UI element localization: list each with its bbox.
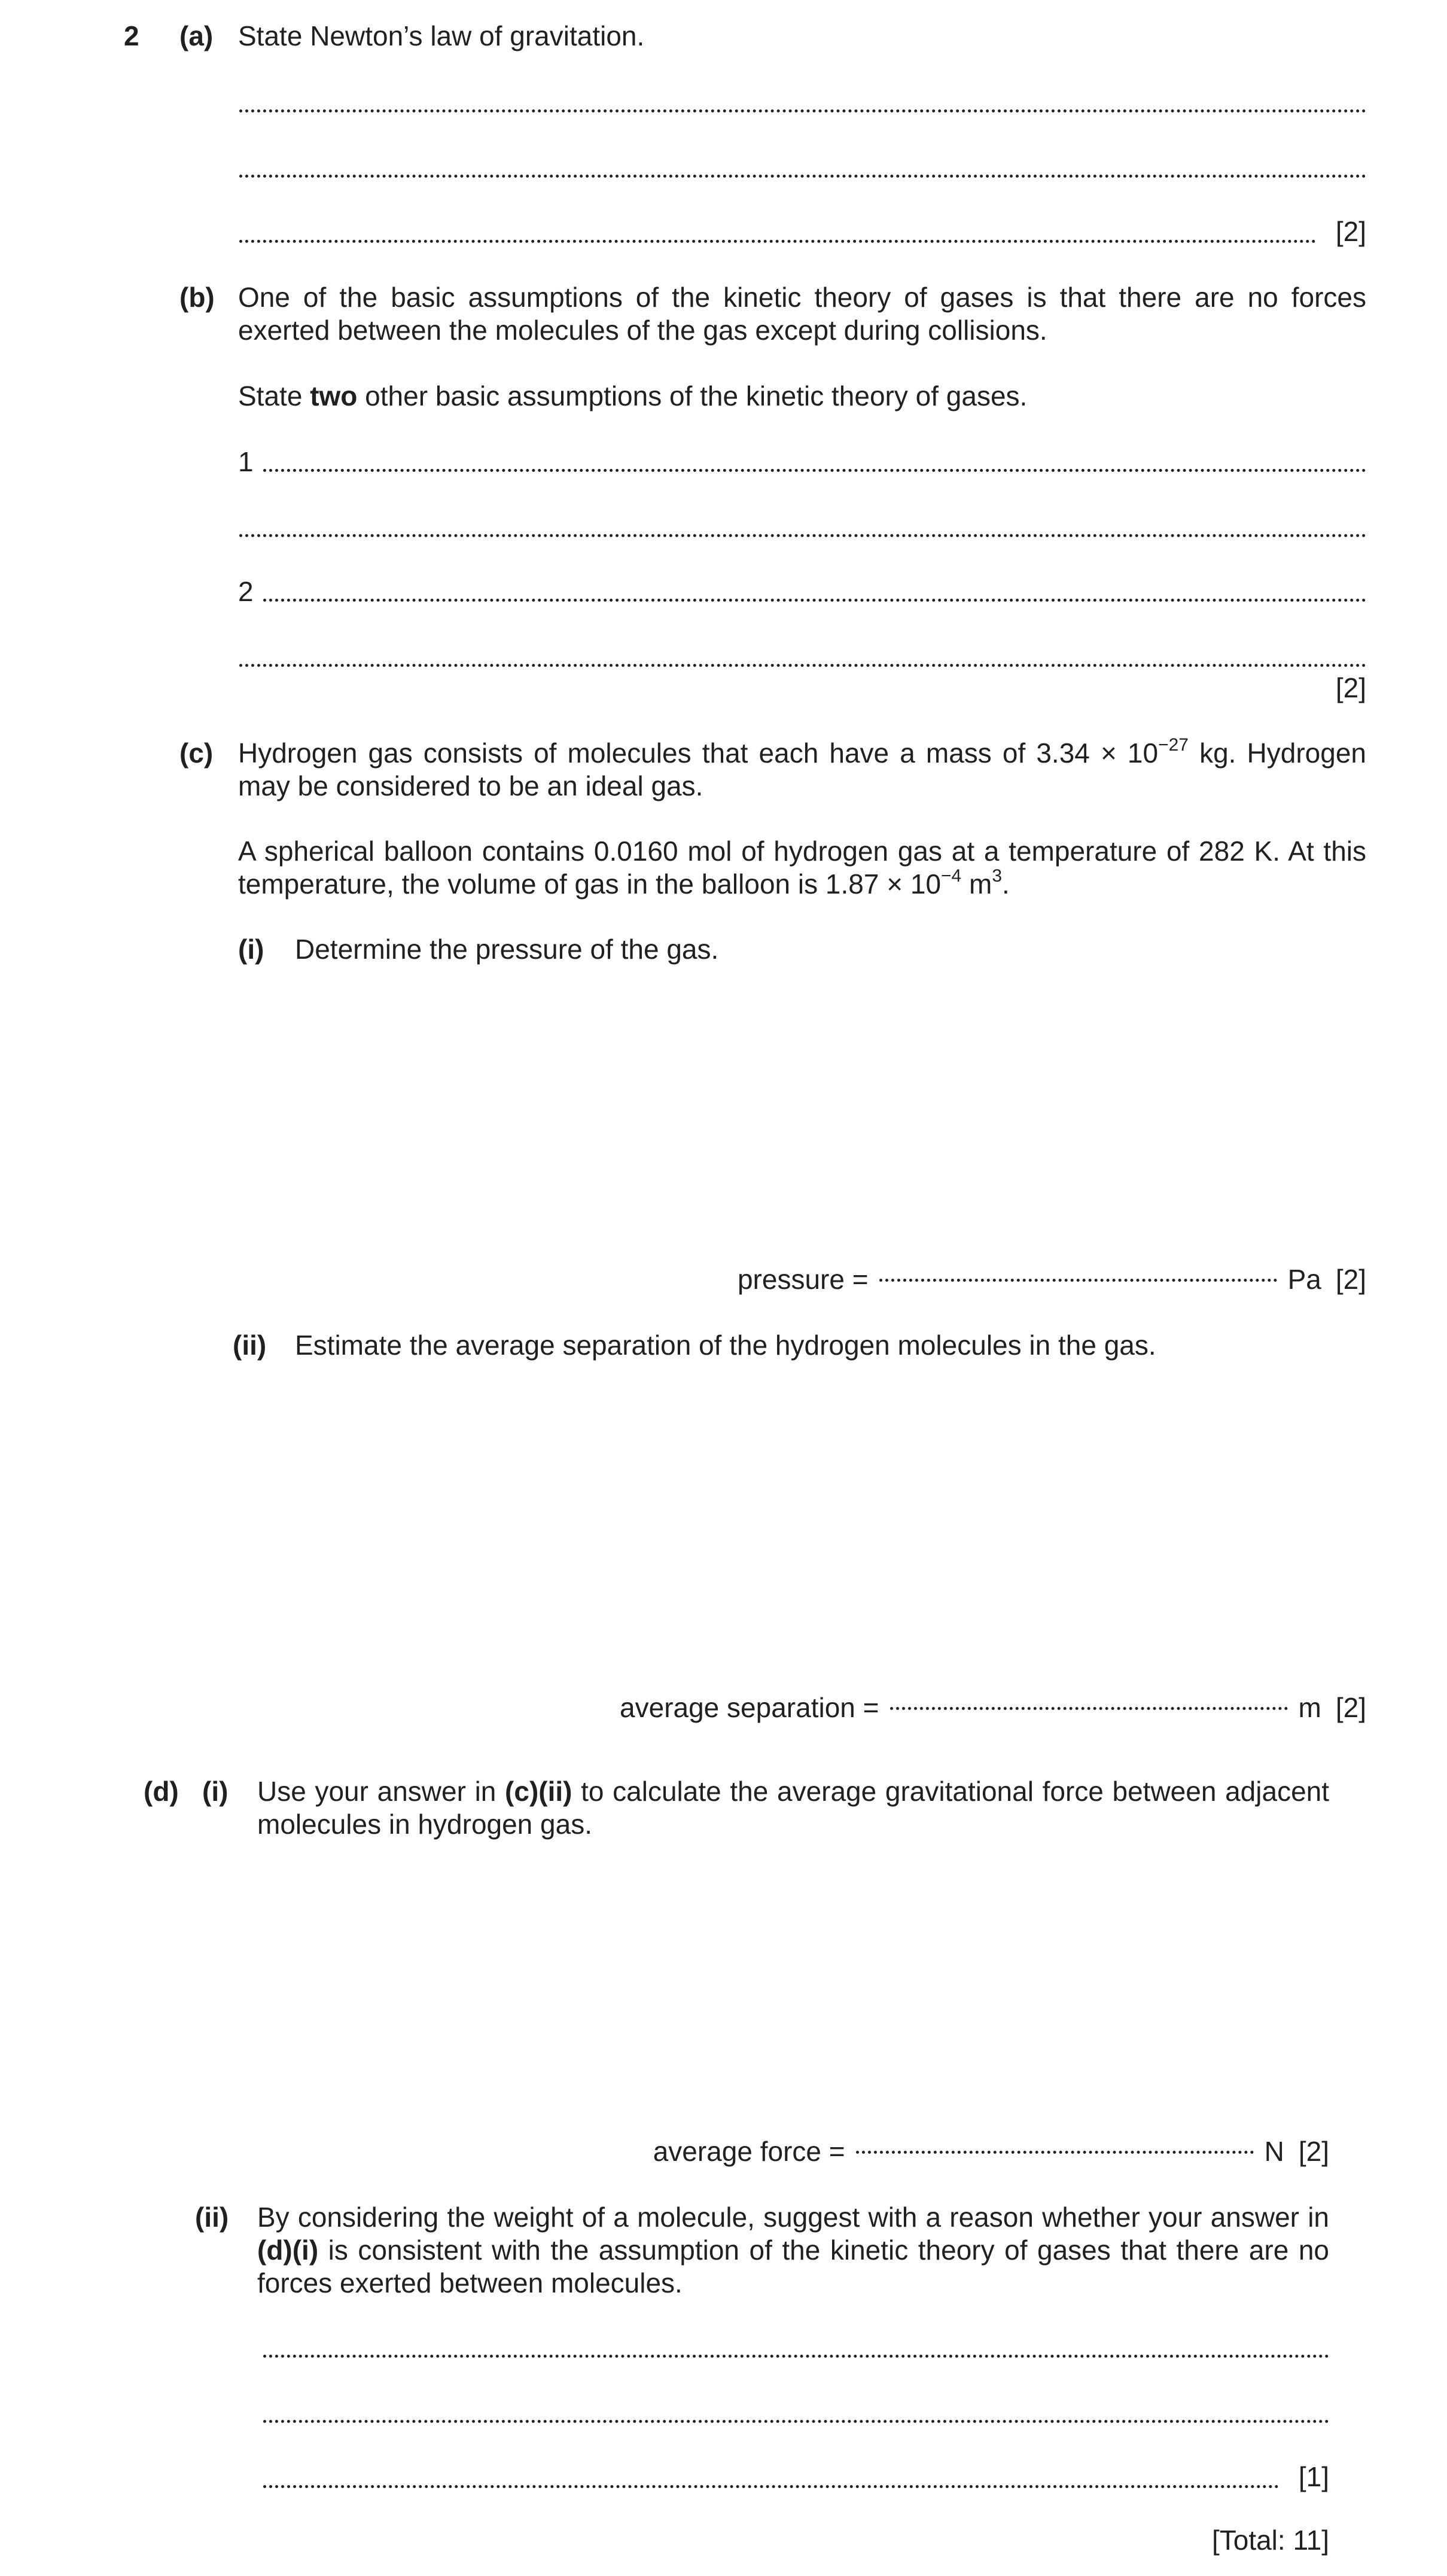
question-number: 2 xyxy=(124,20,139,51)
answer-line-a3[interactable] xyxy=(239,240,1316,243)
part-d-ii-marks: [1] xyxy=(1298,2461,1329,2492)
pressure-unit: Pa xyxy=(1287,1264,1321,1295)
part-d-ii-label: (ii) xyxy=(195,2202,229,2233)
part-d-i-label: (i) xyxy=(202,1776,229,1807)
answer-line-a1[interactable] xyxy=(239,109,1366,112)
part-c-paragraph-1: Hydrogen gas consists of molecules that each have a mass of $3.34 \times 10^{-27}$ kg. Hydrogen may be considered to be an ideal gas. xyxy=(238,734,1366,801)
force-answer-label: average force = xyxy=(653,2136,845,2167)
answer-line-a2[interactable] xyxy=(239,175,1366,178)
answer-line-b1[interactable] xyxy=(263,469,1366,472)
force-unit: N xyxy=(1264,2136,1284,2167)
part-c-label: (c) xyxy=(179,737,214,769)
total-marks: [Total: 11] xyxy=(1211,2525,1329,2556)
pressure-answer-row xyxy=(598,1263,1366,1296)
part-b-intro: One of the basic assumptions of the kinetic theory of gases is that there are no forces exerted between the molecules of the gas except during collisions. xyxy=(238,282,1366,346)
assumption-number-1: 1 xyxy=(238,446,254,477)
pressure-answer-label: pressure = xyxy=(737,1264,869,1295)
force-answer-row xyxy=(479,2135,1329,2168)
part-b-instruction: State two other basic assumptions of the kinetic theory of gases. xyxy=(238,380,1028,411)
part-c-i-question: Determine the pressure of the gas. xyxy=(295,934,719,965)
answer-line-d3[interactable] xyxy=(263,2485,1279,2488)
part-c-i-label: (i) xyxy=(238,934,264,965)
part-b-marks: [2] xyxy=(1335,672,1366,703)
part-d-i-question: Use your answer in (c)(ii) to calculate the average gravitational force between adjacent molecules in hydrogen gas. xyxy=(257,1776,1330,1840)
answer-line-d1[interactable] xyxy=(263,2355,1329,2358)
separation-answer-field[interactable] xyxy=(890,1707,1288,1710)
answer-line-b2[interactable] xyxy=(239,534,1366,537)
separation-answer-label: average separation = xyxy=(620,1692,879,1723)
part-b-label: (b) xyxy=(179,282,215,313)
assumption-number-2: 2 xyxy=(238,576,254,607)
answer-line-b3[interactable] xyxy=(263,599,1366,602)
part-c-paragraph-2: A spherical balloon contains 0.0160 mol of hydrogen gas at a temperature of 282 K. At this temperature, the volume of gas in the balloon is $1.87 \times 10^{-4}$ $m^3$. xyxy=(238,836,1366,900)
pressure-answer-field[interactable] xyxy=(879,1279,1277,1282)
part-a-label: (a) xyxy=(179,20,214,51)
part-c-i-marks: [2] xyxy=(1335,1264,1366,1295)
answer-line-b4[interactable] xyxy=(239,664,1366,667)
force-answer-field[interactable] xyxy=(856,2151,1254,2154)
part-d-ii-question: By considering the weight of a molecule, suggest with a reason whether your answer in (d)(i) is consistent with the assumption of the kinetic theory of gases that there are no forces exerted between molecules. xyxy=(257,2202,1329,2298)
part-a-marks: [2] xyxy=(1335,216,1366,247)
part-c-ii-question: Estimate the average separation of the hydrogen molecules in the gas. xyxy=(295,1330,1156,1361)
part-d-i-marks: [2] xyxy=(1298,2136,1329,2167)
separation-unit: m xyxy=(1298,1692,1321,1723)
part-a-question: State Newton’s law of gravitation. xyxy=(238,20,645,51)
part-c-ii-marks: [2] xyxy=(1335,1692,1366,1723)
part-d-label: (d) xyxy=(144,1776,179,1807)
separation-answer-row xyxy=(479,1691,1366,1724)
answer-line-d2[interactable] xyxy=(263,2420,1329,2423)
part-c-ii-label: (ii) xyxy=(233,1330,267,1361)
